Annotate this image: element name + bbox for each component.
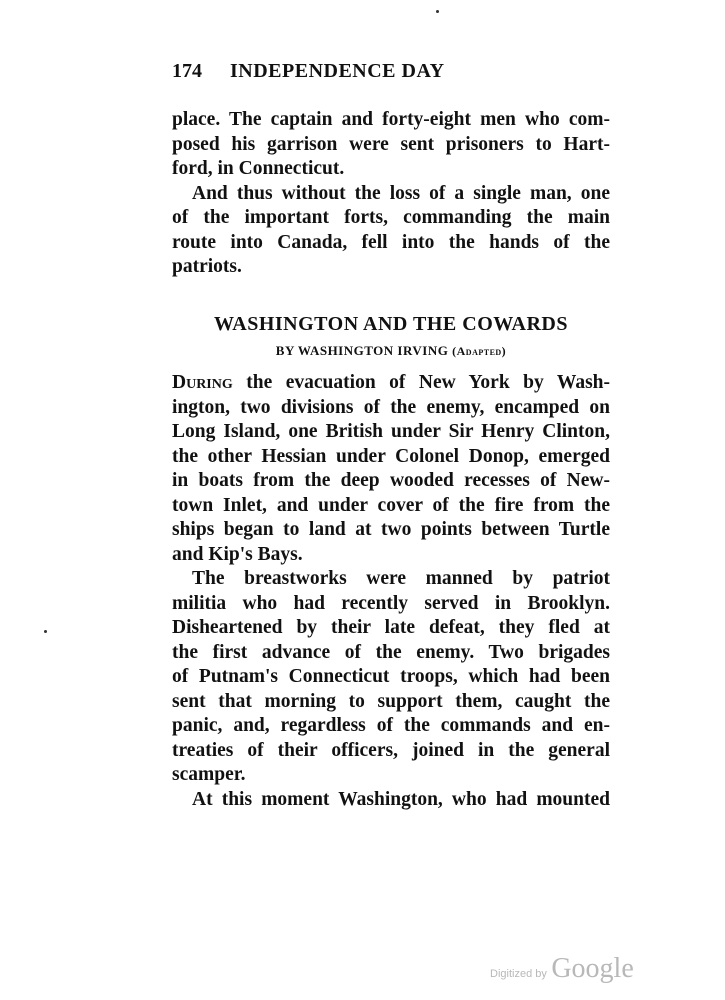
line-text: posed his garrison were sent prisoners to Hart-: [172, 133, 610, 155]
line-text: town Inlet, and under cover of the fire from the: [172, 494, 610, 516]
text-line: [172, 182, 610, 206]
watermark-prefix: Digitized by: [490, 968, 547, 980]
text-line: [172, 714, 610, 738]
line-text: of the important forts, commanding the main: [172, 207, 610, 228]
text-line: [172, 133, 610, 157]
scan-speck: [436, 10, 439, 13]
line-text: of Putnam's Connecticut troops, which had been: [172, 666, 610, 687]
line-text: ford, in Connecticut.: [172, 158, 345, 179]
byline-author: BY WASHINGTON IRVING: [275, 343, 449, 358]
line-text: sent that morning to support them, caught the: [172, 690, 610, 712]
line-text: The breastworks were manned by patriot: [192, 568, 610, 589]
line-text: panic, and, regardless of the commands and en-: [172, 715, 610, 736]
small-caps-lead: During: [172, 372, 233, 393]
line-text: route into Canada, fell into the hands of the: [172, 231, 610, 253]
line-text: ships began to land at two points between Turtle: [172, 519, 610, 540]
google-logo: Google: [551, 953, 634, 984]
text-line: [172, 788, 610, 812]
byline-note: (Adapted): [452, 344, 507, 358]
text-line: [172, 255, 610, 279]
text-line: [172, 592, 610, 616]
line-text: the first advance of the enemy. Two brigades: [172, 641, 610, 663]
line-text: Disheartened by their late defeat, they fled at: [172, 617, 610, 638]
section-title: WASHINGTON AND THE COWARDS: [213, 313, 568, 335]
page-number: 174: [172, 60, 202, 82]
text-line: [172, 518, 610, 542]
line-text: in boats from the deep wooded recesses of New-: [172, 470, 610, 491]
line-text: scamper.: [172, 764, 246, 785]
scan-speck: [44, 630, 47, 633]
line-text: At this moment Washington, who had mounted: [192, 788, 610, 810]
line-text: militia who had recently served in Brooklyn.: [172, 592, 610, 614]
line-text: patriots.: [172, 256, 242, 277]
line-text: the evacuation of New York by Wash-: [232, 372, 610, 393]
digitized-watermark: [490, 953, 634, 985]
line-text: ington, two divisions of the enemy, encamped on: [172, 396, 610, 418]
text-line: [172, 157, 610, 181]
text-line: [172, 763, 610, 787]
line-text: Long Island, one British under Sir Henry Clinton,: [172, 421, 610, 442]
line-text: and Kip's Bays.: [172, 543, 303, 565]
text-line: [172, 494, 610, 518]
text-line: [172, 206, 610, 230]
section-byline: [172, 343, 610, 359]
text-line: [172, 665, 610, 689]
text-line: [172, 371, 610, 395]
text-line: [172, 469, 610, 493]
text-line: [172, 739, 610, 763]
text-line: [172, 616, 610, 640]
line-text: treaties of their officers, joined in the general: [172, 739, 610, 761]
text-line: [172, 543, 610, 567]
line-text: place. The captain and forty-eight men who com-: [172, 109, 610, 130]
text-line: [172, 445, 610, 469]
text-line: [172, 690, 610, 714]
text-line: [172, 567, 610, 591]
text-line: [172, 231, 610, 255]
text-line: [172, 420, 610, 444]
text-line: [172, 396, 610, 420]
text-line: [172, 108, 610, 132]
line-text: And thus without the loss of a single man, one: [192, 182, 610, 204]
running-head: INDEPENDENCE DAY: [230, 60, 445, 82]
line-text: the other Hessian under Colonel Donop, emerged: [172, 445, 610, 467]
text-line: [172, 641, 610, 665]
